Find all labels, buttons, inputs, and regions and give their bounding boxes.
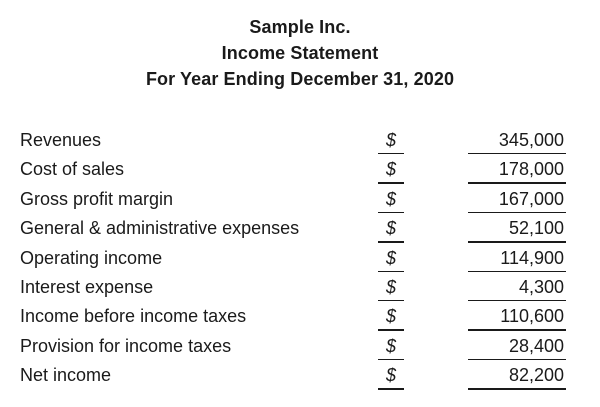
underline-rule	[468, 359, 566, 360]
row-label: Gross profit margin	[20, 188, 174, 209]
income-statement-table	[0, 126, 600, 391]
currency-symbol: $	[385, 188, 396, 209]
underline-rule	[468, 182, 566, 183]
statement-period: For Year Ending December 31, 2020	[145, 69, 455, 89]
underline-rule	[468, 153, 566, 154]
row-label: Income before income taxes	[20, 306, 247, 327]
company-name: Sample Inc.	[249, 17, 351, 37]
row-revenues	[0, 126, 600, 155]
row-general-admin-expenses	[0, 214, 600, 243]
currency-symbol: $	[385, 306, 396, 327]
row-amount: 52,100	[508, 218, 564, 239]
row-amount: 4,300	[518, 276, 564, 297]
underline-rule	[378, 388, 404, 389]
row-amount: 167,000	[498, 188, 564, 209]
currency-symbol: $	[385, 365, 396, 386]
currency-symbol: $	[385, 276, 396, 297]
row-income-before-taxes	[0, 302, 600, 331]
underline-rule	[378, 153, 404, 154]
row-label: Provision for income taxes	[20, 335, 232, 356]
underline-rule	[378, 271, 404, 272]
currency-symbol: $	[385, 159, 396, 180]
row-amount: 28,400	[508, 335, 564, 356]
row-label: Net income	[20, 365, 112, 386]
row-label: General & administrative expenses	[20, 218, 300, 239]
underline-rule	[378, 212, 404, 213]
underline-rule	[468, 271, 566, 272]
underline-rule	[468, 212, 566, 213]
row-label: Revenues	[20, 130, 102, 150]
row-amount: 345,000	[498, 130, 564, 150]
currency-symbol: $	[385, 218, 396, 239]
row-cost-of-sales	[0, 155, 600, 184]
underline-rule	[378, 329, 404, 330]
underline-rule	[378, 182, 404, 183]
row-net-income	[0, 361, 600, 390]
currency-symbol: $	[385, 335, 396, 356]
underline-rule	[378, 241, 404, 242]
underline-rule	[378, 359, 404, 360]
row-label: Interest expense	[20, 276, 154, 297]
underline-rule	[468, 300, 566, 301]
row-provision-for-taxes	[0, 332, 600, 361]
underline-rule	[468, 388, 566, 389]
row-interest-expense	[0, 273, 600, 302]
row-operating-income	[0, 244, 600, 273]
row-amount: 178,000	[498, 159, 564, 180]
currency-symbol: $	[385, 247, 396, 268]
underline-rule	[468, 329, 566, 330]
row-amount: 114,900	[500, 247, 564, 268]
row-amount: 110,600	[500, 306, 564, 327]
row-label: Operating income	[20, 247, 163, 268]
row-gross-profit-margin	[0, 185, 600, 214]
row-label: Cost of sales	[20, 159, 125, 180]
underline-rule	[378, 300, 404, 301]
statement-header	[0, 14, 600, 92]
underline-rule	[468, 241, 566, 242]
currency-symbol: $	[385, 130, 396, 150]
row-amount: 82,200	[508, 365, 564, 386]
statement-title: Income Statement	[221, 43, 379, 63]
